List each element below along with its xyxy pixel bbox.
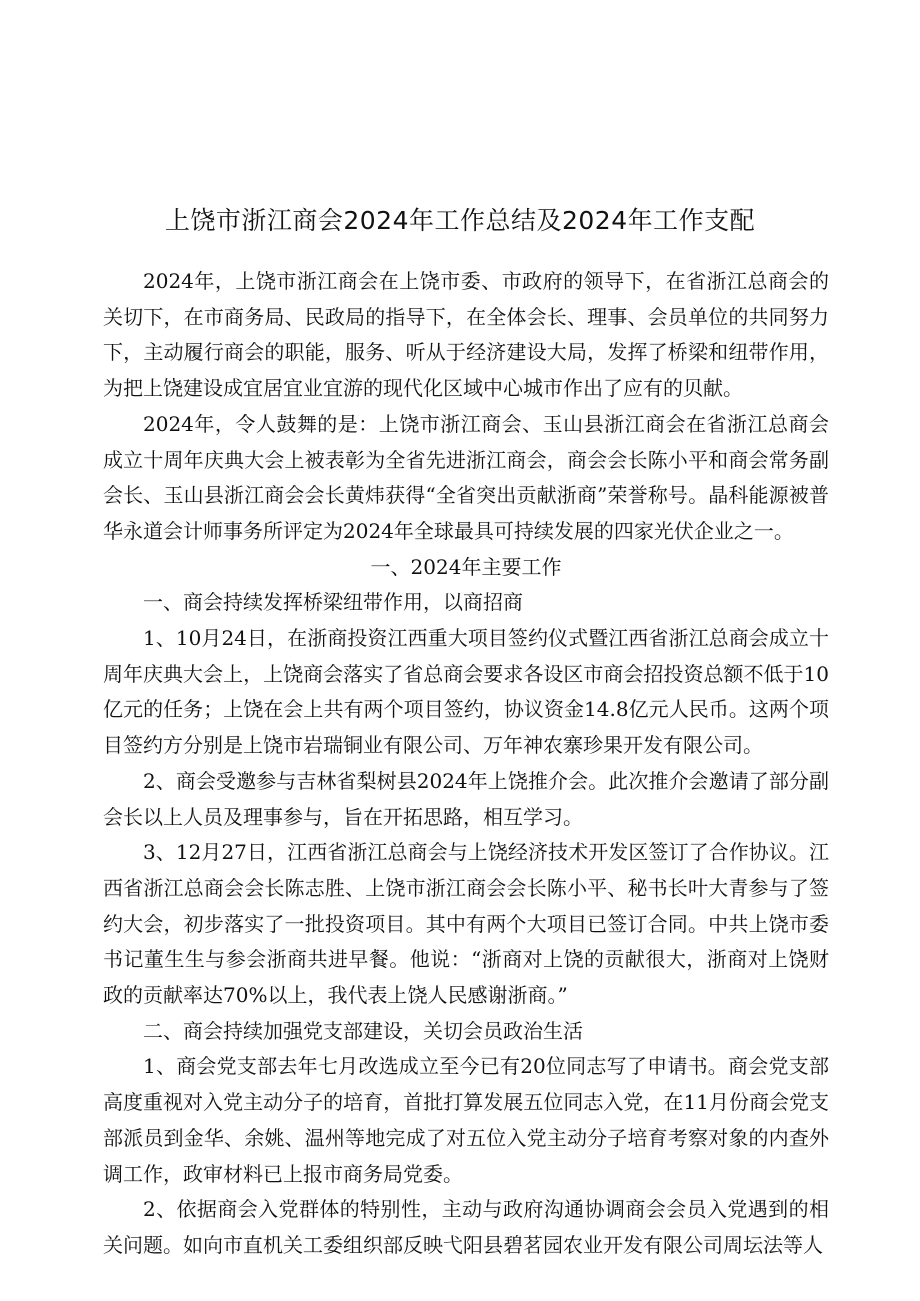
paragraph-party-2: 2、依据商会入党群体的特别性，主动与政府沟通协调商会会员入党遇到的相关问题。如向市直机关工委组织部反映弋阳县碧茗园农业开发有限公司周坛法等人 xyxy=(103,1197,829,1257)
subsection-heading-bridge: 一、商会持续发挥桥梁纽带作用，以商招商 xyxy=(143,590,523,615)
paragraph-honors: 2024年，令人鼓舞的是：上饶市浙江商会、玉山县浙江商会在省浙江总商会成立十周年庆典大会上被表彰为全省先进浙江商会，商会会长陈小平和商会常务副会长、玉山县浙江商会会长黄炜获得“全省突出贡献浙商”荣誉称号。晶科能源被普华永道会计师事务所评定为2024年全球最具可持续发展的四家光伏企业之一。 xyxy=(103,411,829,543)
section-heading-main-work: 一、2024年主要工作 xyxy=(370,554,562,579)
paragraph-item-3: 3、12月27日，江西省浙江总商会与上饶经济技术开发区签订了合作协议。江西省浙江总商会会长陈志胜、上饶市浙江商会会长陈小平、秘书长叶大青参与了签约大会，初步落实了一批投资项目。其中有两个大项目已签订合同。中共上饶市委书记董生生与参会浙商共进早餐。他说：“浙商对上饶的贡献很大，浙商对上饶财政的贡献率达70%以上，我代表上饶人民感谢浙商。” xyxy=(103,840,829,1008)
document-title: 上饶市浙江商会2024年工作总结及2024年工作支配 xyxy=(164,206,756,235)
document-body xyxy=(103,264,829,1264)
paragraph-item-2: 2、商会受邀参与吉林省梨树县2024年上饶推介会。此次推介会邀请了部分副会长以上人员及理事参与，旨在开拓思路，相互学习。 xyxy=(103,768,829,829)
subsection-heading-party: 二、商会持续加强党支部建设，关切会员政治生活 xyxy=(143,1018,583,1043)
paragraph-intro: 2024年，上饶市浙江商会在上饶市委、市政府的领导下，在省浙江总商会的关切下，在市商务局、民政局的指导下，在全体会长、理事、会员单位的共同努力下，主动履行商会的职能，服务、听从于经济建设大局，发挥了桥梁和纽带作用，为把上饶建设成宜居宜业宜游的现代化区域中心城市作出了应有的贝献。 xyxy=(103,269,829,401)
paragraph-party-1: 1、商会党支部去年七月改选成立至今已有20位同志写了申请书。商会党支部高度重视对入党主动分子的培育，首批打算发展五位同志入党，在11月份商会党支部派员到金华、余姚、温州等地完成了对五位入党主动分子培育考察对象的内查外调工作，政审材料已上报市商务局党委。 xyxy=(103,1054,829,1186)
paragraph-item-1: 1、10月24日，在浙商投资江西重大项目签约仪式暨江西省浙江总商会成立十周年庆典大会上，上饶商会落实了省总商会要求各设区市商会招投资总额不低于10亿元的任务；上饶在会上共有两个项目签约，协议资金14.8亿元人民币。这两个项目签约方分别是上饶市岩瑞铜业有限公司、万年神农寨珍果开发有限公司。 xyxy=(103,626,829,758)
